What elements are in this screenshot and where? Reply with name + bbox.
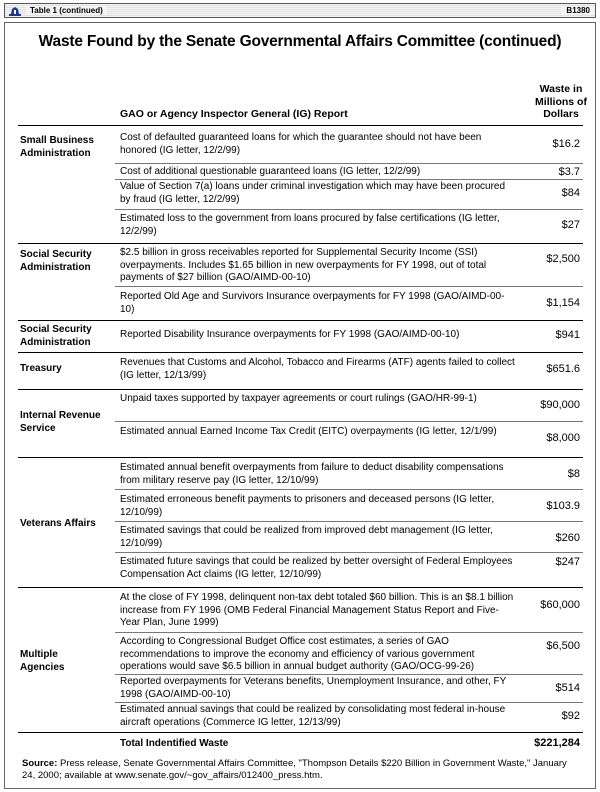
- row-description: Estimated erroneous benefit payments to prisoners and deceased persons (IG letter, 12/10/99): [120, 494, 495, 518]
- window-titlebar: [4, 3, 596, 18]
- group-divider: [18, 587, 583, 588]
- total-amount: $221,284: [534, 737, 580, 749]
- header-divider: [18, 125, 583, 126]
- row-description: Reported overpayments for Veterans benefits, Unemployment Insurance, and other, FY 1998 (GAO/AIMD-00-10): [120, 676, 507, 700]
- row-amount: $8: [567, 468, 580, 480]
- row-description: Estimated annual savings that could be realized by consolidating most federal in-house aircraft operations (Commerce IG letter, 12/13/99): [120, 704, 506, 728]
- row-description: Estimated annual Earned Income Tax Credit (EITC) overpayments (IG letter, 12/1/99): [120, 426, 497, 437]
- row-description: According to Congressional Budget Office cost estimates, a series of GAO recommendations to improve the economy and efficiency of various government operations would save $6.5 billion in annual budget authority (GAO/OCG-99-26): [120, 636, 475, 672]
- source-label: Source:: [22, 758, 58, 769]
- row-description: Unpaid taxes supported by taxpayer agreements or court rulings (GAO/HR-99-1): [120, 393, 477, 404]
- row-description: Value of Section 7(a) loans under criminal investigation which may have been procured by fraud (IG letter, 12/2/99): [120, 181, 506, 205]
- row-amount: $247: [555, 556, 580, 568]
- row-amount: $84: [561, 187, 580, 199]
- row-divider: [115, 421, 583, 422]
- row-description: Cost of defaulted guaranteed loans for which the guarantee should not have been honored (IG letter, 12/2/99): [120, 132, 482, 156]
- report-column-header: GAO or Agency Inspector General (IG) Report: [120, 108, 348, 120]
- row-description: Estimated annual benefit overpayments from failure to deduct disability compensations from military reserve pay (IG letter, 12/10/99): [120, 462, 504, 486]
- row-amount: $260: [555, 532, 580, 544]
- row-amount: $3.7: [558, 166, 580, 178]
- row-amount: $8,000: [546, 432, 580, 444]
- row-description: Cost of additional questionable guaranteed loans (IG letter, 12/2/99): [120, 166, 421, 177]
- agency-label-multiple: Multiple Agencies: [20, 649, 65, 673]
- row-amount: $6,500: [546, 640, 580, 652]
- row-amount: $92: [561, 710, 580, 722]
- row-divider: [115, 521, 583, 522]
- group-divider: [18, 389, 583, 390]
- row-description: Reported Disability Insurance overpayments for FY 1998 (GAO/AIMD-00-10): [120, 329, 460, 340]
- row-amount: $651.6: [546, 363, 580, 375]
- total-label: Total Indentified Waste: [120, 738, 229, 749]
- row-amount: $60,000: [540, 599, 580, 611]
- waste-header-line2: Millions of: [535, 95, 587, 108]
- agency-label-irs: Internal Revenue Service: [20, 410, 101, 434]
- group-divider: [18, 320, 583, 321]
- row-description: $2.5 billion in gross receivables reported for Supplemental Security Income (SSI) overpayments. Includes $1.65 billion in new overpayments for FY 1998, out of total payments of $27 billion (GAO/AIMD-00-10): [120, 247, 487, 283]
- row-description: Estimated savings that could be realized from improved debt management (IG letter, 12/10/99): [120, 525, 493, 549]
- row-amount: $27: [561, 219, 580, 231]
- source-text: Press release, Senate Governmental Affairs Committee, "Thompson Details $220 Billion in Government Waste," January 24, 2000; available at www.senate.gov/~gov_affairs/012400_press.htm.: [22, 758, 567, 781]
- row-amount: $2,500: [546, 253, 580, 265]
- row-amount: $90,000: [540, 399, 580, 411]
- row-divider: [115, 632, 583, 633]
- waste-header-line3: Dollars: [543, 108, 579, 120]
- group-divider: [18, 352, 583, 353]
- row-amount: $1,154: [546, 297, 580, 309]
- row-amount: $103.9: [546, 500, 580, 512]
- row-description: Reported Old Age and Survivors Insurance overpayments for FY 1998 (GAO/AIMD-00-10): [120, 291, 505, 315]
- agency-label-va: Veterans Affairs: [20, 518, 96, 529]
- heritage-bell-icon: [8, 5, 22, 16]
- row-divider: [115, 163, 583, 164]
- group-divider: [18, 457, 583, 458]
- titlebar-right-label: B1380: [561, 6, 595, 15]
- total-divider: [18, 732, 583, 733]
- row-divider: [115, 286, 583, 287]
- row-divider: [115, 489, 583, 490]
- waste-header-line1: Waste in: [539, 83, 583, 95]
- group-divider: [18, 243, 583, 244]
- waste-column-header: [528, 83, 594, 121]
- agency-label-sba: Small Business Administration: [20, 135, 94, 159]
- row-description: Estimated loss to the government from loans procured by false certifications (IG letter, 12/2/99): [120, 213, 500, 237]
- agency-label-treasury: Treasury: [20, 363, 62, 374]
- titlebar-left-label: Table 1 (continued): [26, 6, 107, 15]
- source-note: [22, 758, 582, 782]
- page-title: Waste Found by the Senate Governmental Affairs Committee (continued): [38, 33, 562, 50]
- agency-label-ssa-2: Social Security Administration: [20, 324, 92, 348]
- row-amount: $514: [555, 682, 580, 694]
- row-divider: [115, 209, 583, 210]
- row-amount: $16.2: [552, 138, 580, 150]
- row-amount: $941: [555, 329, 580, 341]
- row-description: Revenues that Customs and Alcohol, Tobacco and Firearms (ATF) agents failed to collect (IG letter, 12/13/99): [120, 357, 515, 381]
- agency-label-ssa-1: Social Security Administration: [20, 249, 92, 273]
- row-divider: [115, 674, 583, 675]
- row-description: Estimated future savings that could be realized by better oversight of Federal Employees Compensation Act claims (IG letter, 12/10/99): [120, 556, 513, 580]
- row-divider: [115, 552, 583, 553]
- row-description: At the close of FY 1998, delinquent non-tax debt totaled $60 billion. This is an $8.1 billion increase from FY 1996 (OMB Federal Financial Management Status Report and Five-Year Plan, June 1999): [120, 592, 514, 628]
- row-divider: [115, 179, 583, 180]
- row-divider: [115, 702, 583, 703]
